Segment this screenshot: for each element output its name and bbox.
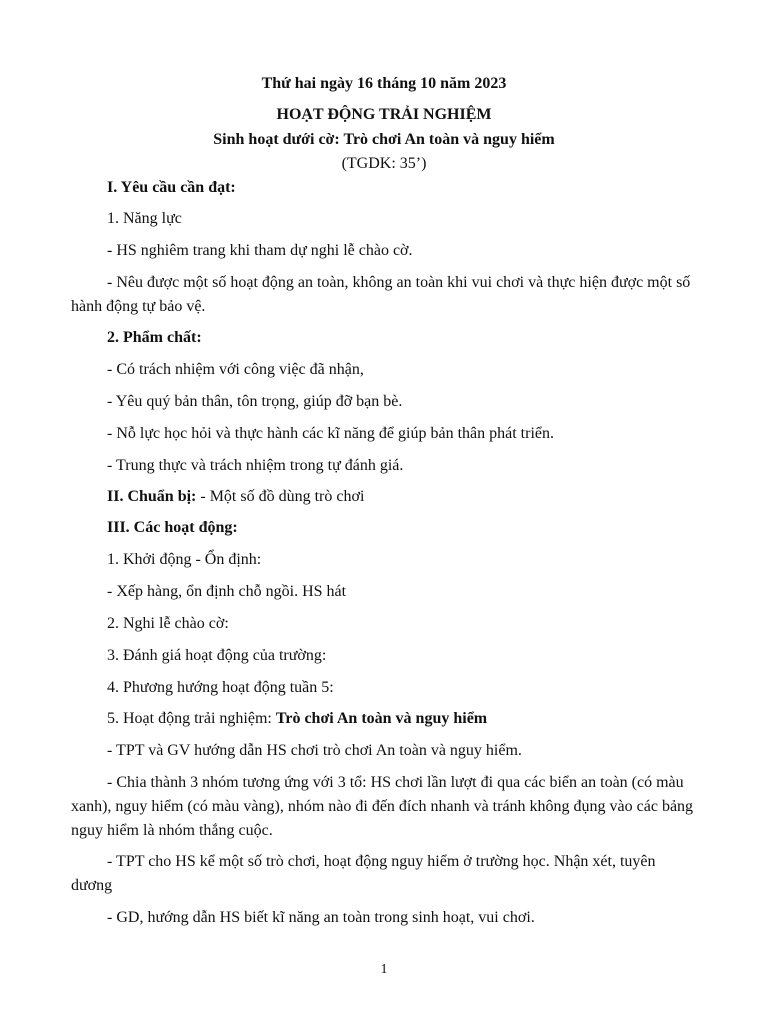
step-5-item-2: - Chia thành 3 nhóm tương ứng với 3 tổ: HS chơi lần lượt đi qua các biển an toàn (có màu xanh), nguy hiểm (có màu vàng), nhóm nào đi đến đích nhanh và tránh không đụng vào các bảng nguy hiểm là nhóm thắng cuộc. <box>71 774 694 839</box>
quality-item-1: - Có trách nhiệm với công việc đã nhận, <box>107 361 364 378</box>
step-5-line <box>107 709 698 729</box>
competence-item-2: - Nêu được một số hoạt động an toàn, không an toàn khi vui chơi và thực hiện được một số hành động tự bảo vệ. <box>71 274 691 315</box>
step-2-heading: 2. Nghi lễ chào cờ: <box>107 615 229 632</box>
step-5-item-3: - TPT cho HS kể một số trò chơi, hoạt động nguy hiểm ở trường học. Nhận xét, tuyên dương <box>71 853 656 894</box>
section-2-text: - Một số đồ dùng trò chơi <box>196 488 365 505</box>
section-1-heading: I. Yêu cầu cần đạt: <box>107 179 236 196</box>
section-2-line <box>107 487 698 507</box>
quality-item-2: - Yêu quý bản thân, tôn trọng, giúp đỡ bạn bè. <box>107 393 403 410</box>
qualities-heading: 2. Phẩm chất: <box>107 329 202 346</box>
lesson-title: Sinh hoạt dưới cờ: Trò chơi An toàn và nguy hiểm <box>213 131 555 148</box>
date-heading: Thứ hai ngày 16 tháng 10 năm 2023 <box>261 75 507 92</box>
page-number: 1 <box>380 962 388 977</box>
step-1-item: - Xếp hàng, ổn định chỗ ngồi. HS hát <box>107 583 347 600</box>
quality-item-3: - Nỗ lực học hỏi và thực hành các kĩ năng để giúp bản thân phát triển. <box>107 425 554 442</box>
subject-heading: HOẠT ĐỘNG TRẢI NGHIỆM <box>276 106 492 123</box>
step-1-heading: 1. Khởi động - Ổn định: <box>107 551 262 568</box>
step-5-item-1: - TPT và GV hướng dẫn HS chơi trò chơi An toàn và nguy hiểm. <box>107 742 522 759</box>
step-4-heading: 4. Phương hướng hoạt động tuần 5: <box>107 679 334 696</box>
duration-note: (TGDK: 35’) <box>341 155 427 172</box>
step-3-heading: 3. Đánh giá hoạt động của trường: <box>107 647 327 664</box>
step-5-game-title: Trò chơi An toàn và nguy hiểm <box>275 710 488 727</box>
step-5-prefix: 5. Hoạt động trải nghiệm: <box>107 710 276 727</box>
section-3-heading: III. Các hoạt động: <box>107 519 238 536</box>
step-5-item-4: - GD, hướng dẫn HS biết kĩ năng an toàn trong sinh hoạt, vui chơi. <box>107 909 535 926</box>
competence-item-1: - HS nghiêm trang khi tham dự nghi lễ chào cờ. <box>107 242 413 259</box>
competence-heading: 1. Năng lực <box>107 210 182 227</box>
section-2-heading: II. Chuẩn bị: <box>107 488 197 505</box>
quality-item-4: - Trung thực và trách nhiệm trong tự đánh giá. <box>107 457 404 474</box>
